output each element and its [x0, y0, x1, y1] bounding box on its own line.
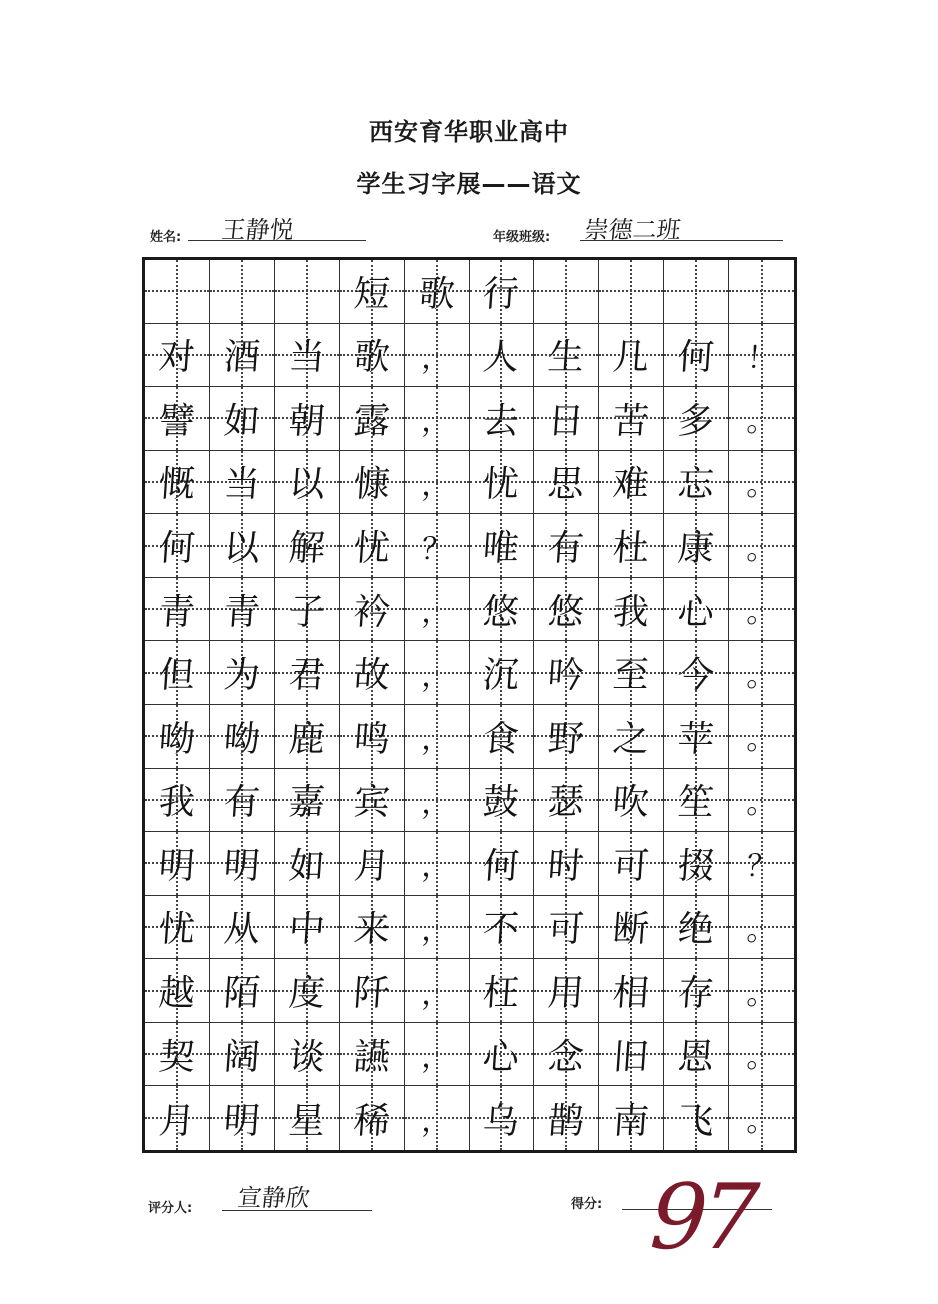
grid-character: 。	[745, 722, 778, 758]
grid-cell	[599, 324, 664, 388]
grid-cell	[664, 641, 729, 705]
grid-character: 唯	[481, 528, 521, 570]
grid-character: 来	[351, 909, 391, 951]
grid-character: 人	[481, 337, 521, 379]
grid-cell	[729, 641, 794, 705]
grid-character: 阡	[351, 973, 391, 1015]
grid-cell	[470, 324, 535, 388]
grid-character: 心	[481, 1036, 521, 1078]
grid-character: 今	[676, 655, 716, 697]
grid-cell	[405, 1023, 470, 1087]
grid-cell	[210, 959, 275, 1023]
grid-cell	[340, 959, 405, 1023]
grid-character: 枉	[481, 973, 521, 1015]
grid-cell	[340, 514, 405, 578]
grid-character: 露	[351, 400, 391, 442]
grid-cell	[534, 1023, 599, 1087]
grid-character: 断	[611, 909, 651, 951]
grid-cell	[664, 832, 729, 896]
grid-cell	[534, 324, 599, 388]
grid-character: 悠	[481, 591, 521, 633]
grid-character: 呦	[222, 718, 262, 760]
grid-cell	[470, 641, 535, 705]
grid-cell	[340, 832, 405, 896]
grid-cell	[275, 959, 340, 1023]
grid-cell	[210, 769, 275, 833]
grid-cell	[340, 387, 405, 451]
grid-character: 。	[745, 1104, 778, 1140]
grid-character: 康	[676, 528, 716, 570]
grid-character: 明	[222, 1100, 262, 1142]
grid-cell	[405, 578, 470, 642]
grid-cell	[340, 1086, 405, 1150]
grid-cell	[729, 387, 794, 451]
grid-character: 沉	[481, 655, 521, 697]
grid-cell	[599, 705, 664, 769]
grid-character: 笙	[676, 782, 716, 824]
grid-character: 可	[611, 845, 651, 887]
grid-character: 忧	[481, 464, 521, 506]
grid-cell	[210, 1023, 275, 1087]
grid-cell	[599, 832, 664, 896]
grid-character: 歌	[351, 337, 391, 379]
grid-character: 飞	[676, 1100, 716, 1142]
grid-cell	[664, 769, 729, 833]
grid-cell	[599, 641, 664, 705]
grid-cell	[534, 514, 599, 578]
grid-character: 星	[287, 1100, 326, 1142]
grid-character: 悠	[546, 591, 586, 633]
grid-cell	[599, 451, 664, 515]
grid-cell	[275, 641, 340, 705]
grid-cell	[340, 896, 405, 960]
grid-cell	[145, 260, 210, 324]
grid-cell	[340, 641, 405, 705]
school-title: 西安育华职业高中	[369, 118, 569, 146]
grid-character: 衿	[351, 591, 391, 633]
grid-character: 度	[287, 973, 326, 1015]
grid-character: 绝	[676, 909, 716, 951]
grid-character: 恩	[676, 1036, 716, 1078]
grid-character: 。	[745, 785, 778, 821]
grid-character: 可	[546, 909, 586, 951]
class-underline	[580, 240, 783, 241]
grid-cell	[470, 896, 535, 960]
grid-cell	[534, 832, 599, 896]
grid-cell	[210, 324, 275, 388]
grid-cell	[145, 578, 210, 642]
grid-character: 宾	[351, 782, 391, 824]
grid-cell	[534, 705, 599, 769]
grid-character: 呦	[157, 718, 197, 760]
grid-character: 从	[222, 909, 262, 951]
grid-cell	[599, 514, 664, 578]
grid-character: 有	[222, 782, 262, 824]
grid-character: 当	[222, 464, 262, 506]
grid-cell	[599, 260, 664, 324]
grid-character: 难	[611, 464, 651, 506]
grid-cell	[210, 387, 275, 451]
grid-cell	[534, 896, 599, 960]
grid-cell	[599, 959, 664, 1023]
grid-character: 故	[351, 655, 391, 697]
grid-character: 生	[546, 337, 586, 379]
grid-cell	[664, 896, 729, 960]
grid-character: 如	[222, 400, 262, 442]
grid-character: ，	[420, 976, 453, 1012]
grid-character: 。	[745, 1040, 778, 1076]
grid-character: 月	[351, 845, 391, 887]
grid-character: 为	[222, 655, 262, 697]
grid-cell	[405, 705, 470, 769]
grid-cell	[664, 387, 729, 451]
class-value: 崇德二班	[583, 216, 683, 244]
grid-character: 歌	[416, 273, 456, 315]
grid-character: ，	[420, 340, 453, 376]
grid-cell	[534, 387, 599, 451]
grid-character: 行	[481, 273, 521, 315]
grid-cell	[470, 832, 535, 896]
grid-cell	[470, 959, 535, 1023]
grid-cell	[405, 514, 470, 578]
grid-character: 月	[157, 1100, 197, 1142]
grid-cell	[145, 832, 210, 896]
grid-character: 思	[546, 464, 586, 506]
grid-character: 酒	[222, 337, 262, 379]
grid-character: 中	[287, 909, 326, 951]
name-value: 王静悦	[220, 216, 296, 244]
grid-cell	[470, 387, 535, 451]
grid-character: 我	[611, 591, 651, 633]
grid-cell	[145, 705, 210, 769]
grid-cell	[405, 641, 470, 705]
grid-cell	[145, 959, 210, 1023]
grid-cell	[534, 959, 599, 1023]
grid-cell	[534, 641, 599, 705]
grid-cell	[729, 1086, 794, 1150]
grid-character: ，	[420, 1104, 453, 1140]
grid-character: ，	[420, 595, 453, 631]
grid-character: 明	[222, 845, 262, 887]
grid-character: 忘	[676, 464, 716, 506]
grid-cell	[729, 324, 794, 388]
grid-cell	[405, 896, 470, 960]
grid-cell	[145, 1086, 210, 1150]
grid-cell	[470, 1086, 535, 1150]
grid-cell	[470, 451, 535, 515]
grid-character: 。	[745, 912, 778, 948]
grid-cell	[405, 959, 470, 1023]
grid-character: 之	[611, 718, 651, 760]
grid-cell	[145, 324, 210, 388]
grid-character: ，	[420, 722, 453, 758]
grid-character: 何	[676, 337, 716, 379]
grid-cell	[275, 705, 340, 769]
class-label: 年级班级:	[493, 230, 551, 245]
grid-character: 杜	[611, 528, 651, 570]
grid-character: 。	[745, 467, 778, 503]
grid-cell	[534, 260, 599, 324]
grid-character: 南	[611, 1100, 651, 1142]
grid-cell	[405, 387, 470, 451]
grid-character: 短	[351, 273, 391, 315]
grid-cell	[275, 832, 340, 896]
grader-value: 宣静欣	[236, 1184, 312, 1212]
grid-character: 去	[481, 400, 521, 442]
grid-character: 。	[745, 404, 778, 440]
grid-cell	[599, 896, 664, 960]
grid-cell	[729, 832, 794, 896]
grid-character: 以	[287, 464, 326, 506]
grid-character: 嘉	[287, 782, 326, 824]
grid-character: ？	[420, 531, 453, 567]
grid-cell	[664, 578, 729, 642]
grid-character: 鸣	[351, 718, 391, 760]
grid-cell	[275, 514, 340, 578]
grid-character: 。	[745, 658, 778, 694]
grid-character: 野	[546, 718, 586, 760]
grid-cell	[729, 705, 794, 769]
grid-cell	[534, 1086, 599, 1150]
grid-cell	[275, 324, 340, 388]
grid-character: 食	[481, 718, 521, 760]
grid-character: ，	[420, 658, 453, 694]
grid-character: 但	[157, 655, 197, 697]
grid-cell	[664, 705, 729, 769]
grid-character: 鹊	[546, 1100, 586, 1142]
grid-character: ，	[420, 404, 453, 440]
exhibition-subtitle: 学生习字展——语文	[356, 170, 582, 198]
grid-character: 苹	[676, 718, 716, 760]
grid-character: 乌	[481, 1100, 521, 1142]
grid-cell	[210, 451, 275, 515]
grid-cell	[275, 1023, 340, 1087]
grader-underline	[222, 1210, 372, 1211]
score-label: 得分:	[571, 1197, 603, 1212]
grid-cell	[729, 1023, 794, 1087]
grid-character: 时	[546, 845, 586, 887]
grid-cell	[210, 705, 275, 769]
grid-cell	[145, 641, 210, 705]
grid-cell	[275, 387, 340, 451]
grid-character: ，	[420, 912, 453, 948]
grid-character: 忧	[351, 528, 391, 570]
grid-character: 。	[745, 595, 778, 631]
grid-character: 有	[546, 528, 586, 570]
grid-cell	[405, 324, 470, 388]
grid-character: 慨	[157, 464, 197, 506]
grid-character: ，	[420, 467, 453, 503]
grid-character: ？	[745, 849, 778, 885]
grid-cell	[405, 832, 470, 896]
grid-character: ，	[420, 785, 453, 821]
grid-character: 契	[157, 1036, 197, 1078]
grid-cell	[275, 451, 340, 515]
grid-cell	[340, 451, 405, 515]
grid-character: 旧	[611, 1036, 651, 1078]
grid-cell	[275, 769, 340, 833]
grid-cell	[210, 832, 275, 896]
grid-character: 何	[481, 845, 521, 887]
grid-character: 鹿	[287, 718, 326, 760]
grid-cell	[210, 1086, 275, 1150]
grader-label: 评分人:	[148, 1201, 193, 1216]
grid-cell	[210, 514, 275, 578]
grid-character: 君	[287, 655, 326, 697]
grid-character: 稀	[351, 1100, 391, 1142]
grid-cell	[145, 1023, 210, 1087]
name-underline	[188, 240, 366, 241]
grid-cell	[534, 578, 599, 642]
grid-cell	[729, 896, 794, 960]
grid-character: 几	[611, 337, 651, 379]
grid-character: 。	[745, 976, 778, 1012]
grid-character: 掇	[676, 845, 716, 887]
grid-character: ，	[420, 849, 453, 885]
grid-cell	[340, 705, 405, 769]
grid-cell	[340, 578, 405, 642]
grid-character: 青	[222, 591, 262, 633]
grid-character: 何	[157, 528, 197, 570]
grid-character: 用	[546, 973, 586, 1015]
grid-character: 以	[222, 528, 262, 570]
grid-character: 相	[611, 973, 651, 1015]
grid-character: 忧	[157, 909, 197, 951]
grid-cell	[145, 387, 210, 451]
grid-cell	[664, 1023, 729, 1087]
grid-cell	[210, 578, 275, 642]
grid-cell	[729, 769, 794, 833]
grid-cell	[599, 769, 664, 833]
grid-cell	[534, 451, 599, 515]
grid-cell	[664, 514, 729, 578]
grid-cell	[340, 1023, 405, 1087]
grid-character: 譬	[157, 400, 197, 442]
grid-character: 如	[287, 845, 326, 887]
grid-character: 不	[481, 909, 521, 951]
grid-character: 阔	[222, 1036, 262, 1078]
grid-character: 吹	[611, 782, 651, 824]
grid-character: ，	[420, 1040, 453, 1076]
grid-cell	[599, 387, 664, 451]
grid-cell	[470, 514, 535, 578]
grid-cell	[145, 896, 210, 960]
grid-character: 对	[157, 337, 197, 379]
grid-cell	[599, 578, 664, 642]
grid-character: 鼓	[481, 782, 521, 824]
grid-character: 。	[745, 531, 778, 567]
grid-cell	[275, 260, 340, 324]
grid-cell	[729, 578, 794, 642]
grid-cell	[534, 769, 599, 833]
grid-character: 谈	[287, 1036, 326, 1078]
grid-cell	[470, 705, 535, 769]
grid-cell	[599, 1023, 664, 1087]
grid-cell	[664, 959, 729, 1023]
grid-character: 陌	[222, 973, 262, 1015]
grid-cell	[275, 896, 340, 960]
grid-character: 朝	[287, 400, 326, 442]
grid-character: 多	[676, 400, 716, 442]
grid-character: 瑟	[546, 782, 586, 824]
grid-character: 至	[611, 655, 651, 697]
grid-cell	[340, 769, 405, 833]
grid-character: 念	[546, 1036, 586, 1078]
grid-character: 存	[676, 973, 716, 1015]
grid-cell	[405, 769, 470, 833]
grid-cell	[210, 896, 275, 960]
grid-cell	[729, 260, 794, 324]
grid-cell	[664, 324, 729, 388]
score-value: 97	[636, 1165, 766, 1270]
grid-character: 解	[287, 528, 326, 570]
grid-character: 越	[157, 973, 197, 1015]
grid-character: 青	[157, 591, 197, 633]
grid-character: 心	[676, 591, 716, 633]
grid-character: 苦	[611, 400, 651, 442]
grid-character: 慷	[351, 464, 391, 506]
practice-grid	[142, 257, 797, 1153]
grid-cell	[210, 641, 275, 705]
grid-cell	[729, 451, 794, 515]
grid-cell	[145, 769, 210, 833]
grid-cell	[340, 260, 405, 324]
grid-cell	[405, 451, 470, 515]
grid-cell	[210, 260, 275, 324]
grid-cell	[405, 260, 470, 324]
name-label: 姓名:	[150, 230, 182, 245]
grid-character: 明	[157, 845, 197, 887]
grid-character: 当	[287, 337, 326, 379]
grid-cell	[664, 451, 729, 515]
grid-character: 吟	[546, 655, 586, 697]
grid-character: 子	[287, 591, 326, 633]
grid-cell	[470, 260, 535, 324]
grid-character: 我	[157, 782, 197, 824]
grid-cell	[470, 769, 535, 833]
grid-character: ！	[745, 340, 778, 376]
grid-cell	[470, 578, 535, 642]
grid-cell	[275, 578, 340, 642]
grid-cell	[470, 1023, 535, 1087]
grid-cell	[664, 1086, 729, 1150]
grid-cell	[405, 1086, 470, 1150]
grid-cell	[599, 1086, 664, 1150]
grid-cell	[664, 260, 729, 324]
grid-cell	[729, 959, 794, 1023]
grid-character: 讌	[351, 1036, 391, 1078]
grid-cell	[729, 514, 794, 578]
grid-cell	[340, 324, 405, 388]
grid-cell	[275, 1086, 340, 1150]
grid-cell	[145, 451, 210, 515]
grid-character: 日	[546, 400, 586, 442]
grid-cell	[145, 514, 210, 578]
